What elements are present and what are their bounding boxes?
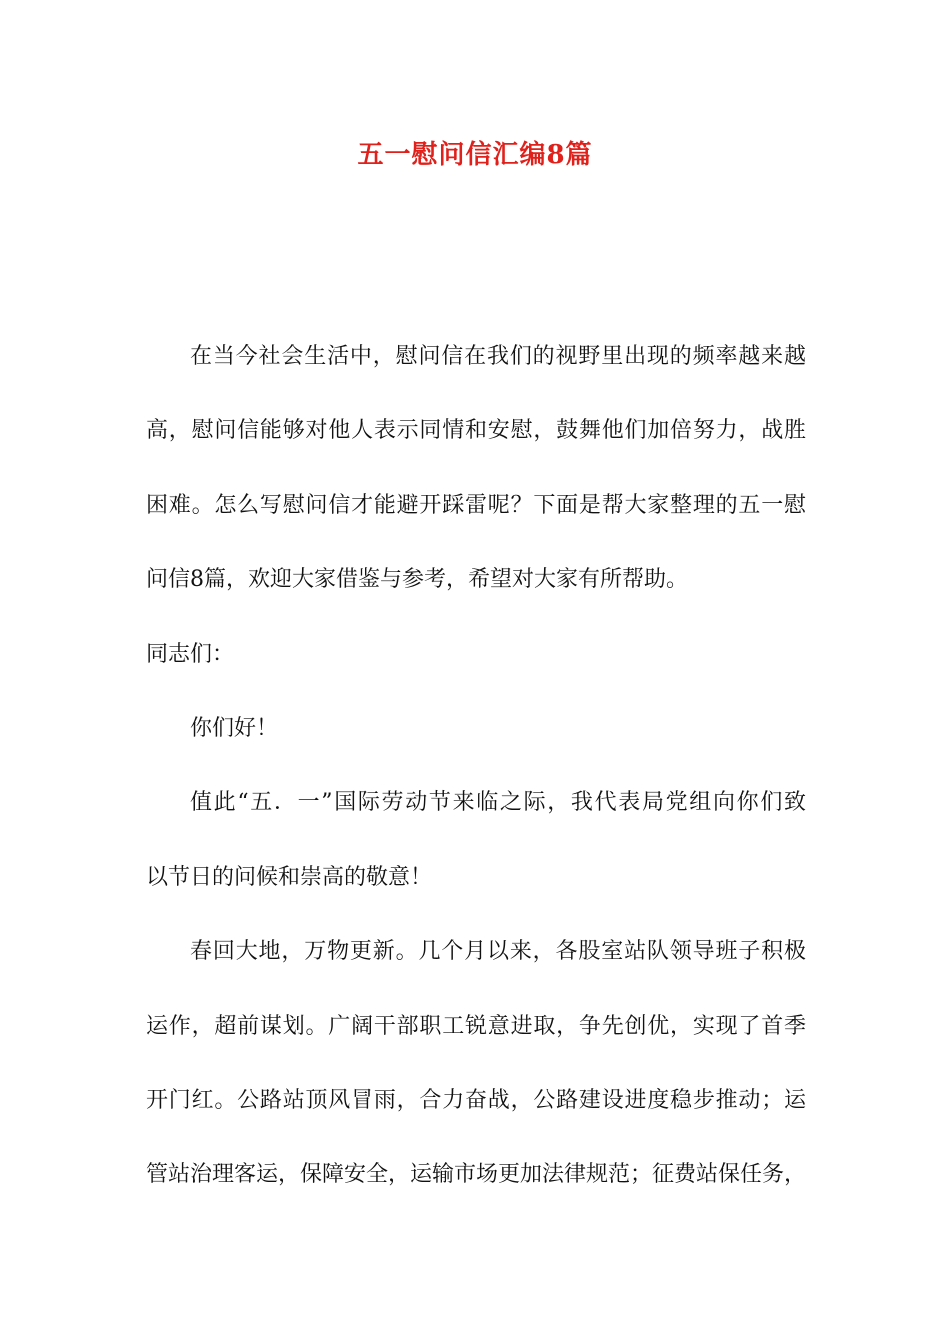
paragraph-greeting	[146, 692, 806, 766]
text-line: 运作，超前谋划。广阔干部职工锐意进取，争先创优，实现了首季	[146, 1013, 806, 1039]
paragraph-intro	[146, 320, 806, 618]
text-line: 管站治理客运，保障安全，运输市场更加法律规范；征费站保任务，	[146, 1162, 807, 1188]
paragraph-holiday-wishes	[146, 766, 806, 915]
text-line: 你们好！	[190, 716, 279, 742]
text-line: 问信8篇，欢迎大家借鉴与参考，希望对大家有所帮助。	[146, 567, 688, 593]
text-line: 以节日的问候和崇高的敬意！	[146, 864, 433, 890]
text-line: 同志们：	[146, 641, 235, 667]
text-line: 值此“五．一”国际劳动节来临之际，我代表局党组向你们致	[190, 790, 806, 816]
document-title: 五一慰问信汇编8篇	[357, 140, 593, 170]
text-line: 开门红。公路站顶风冒雨，合力奋战，公路建设进度稳步推动；运	[146, 1088, 806, 1114]
text-line: 在当今社会生活中，慰问信在我们的视野里出现的频率越来越	[190, 344, 806, 369]
document-body	[146, 320, 806, 1213]
paragraph-achievements	[146, 915, 806, 1213]
paragraph-salutation	[146, 618, 806, 692]
text-line: 高，慰问信能够对他人表示同情和安慰，鼓舞他们加倍努力，战胜	[146, 418, 806, 444]
text-line: 春回大地，万物更新。几个月以来，各股室站队领导班子积极	[190, 939, 806, 965]
text-line: 困难。怎么写慰问信才能避开踩雷呢？下面是帮大家整理的五一慰	[146, 492, 806, 518]
